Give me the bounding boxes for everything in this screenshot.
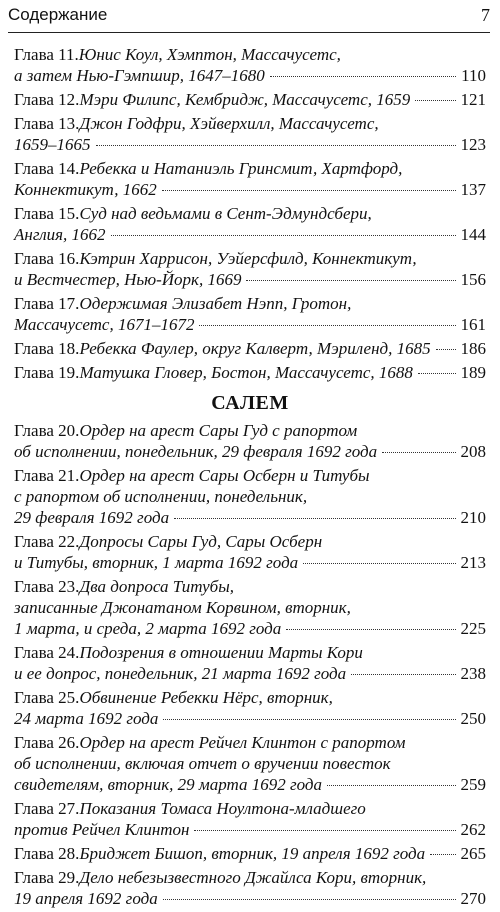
toc-entry <box>14 248 486 290</box>
chapter-number: Глава 21. <box>14 466 80 485</box>
chapter-page-number: 238 <box>460 664 486 683</box>
chapter-title: Допросы Сары Гуд, Сары Осберн <box>79 532 323 551</box>
toc-entry-line <box>14 642 486 663</box>
chapter-page-number: 225 <box>460 619 486 638</box>
chapter-page-number: 189 <box>460 363 486 382</box>
toc-entry-line <box>14 179 486 200</box>
chapter-title: Ребекка Фаулер, округ Калверт, Мэриленд, 1685 <box>79 339 431 358</box>
chapter-page-number: 144 <box>460 225 486 244</box>
chapter-number: Глава 14. <box>14 159 80 178</box>
toc-entry-line <box>14 134 486 155</box>
chapter-title: записанные Джонатаном Корвином, вторник, <box>14 598 351 617</box>
chapter-page-number: 186 <box>460 339 486 358</box>
chapter-number: Глава 11. <box>14 45 79 64</box>
toc-entry-line <box>14 774 486 795</box>
toc-entry-line <box>14 420 486 441</box>
toc-entry <box>14 843 486 864</box>
chapter-number: Глава 12. <box>14 90 80 109</box>
toc-entry <box>14 687 486 729</box>
toc-entry-line <box>14 293 486 314</box>
chapter-number: Глава 13. <box>14 114 80 133</box>
toc-entry-line <box>14 507 486 528</box>
toc-entry <box>14 420 486 462</box>
chapter-page-number: 259 <box>460 775 486 794</box>
chapter-title: и Вестчестер, Нью-Йорк, 1669 <box>14 270 242 289</box>
dot-leader <box>327 785 455 786</box>
toc-entry-line <box>14 203 486 224</box>
toc-entry <box>14 576 486 639</box>
toc-entry-line <box>14 65 486 86</box>
toc-entry-line <box>14 576 486 597</box>
chapter-page-number: 270 <box>460 889 486 908</box>
chapter-title: 19 апреля 1692 года <box>14 889 158 908</box>
toc-entry-line <box>14 362 486 383</box>
toc-entry-line <box>14 248 486 269</box>
chapter-title: против Рейчел Клинтон <box>14 820 190 839</box>
chapter-page-number: 123 <box>460 135 486 154</box>
toc-entry-line <box>14 798 486 819</box>
chapter-number: Глава 15. <box>14 204 80 223</box>
dot-leader <box>351 674 455 675</box>
chapter-number: Глава 26. <box>14 733 80 752</box>
chapter-title: Коннектикут, 1662 <box>14 180 157 199</box>
chapter-title: Два допроса Титубы, <box>79 577 234 596</box>
toc-entry-line <box>14 552 486 573</box>
toc-entry-line <box>14 486 486 507</box>
toc-entry-line <box>14 687 486 708</box>
toc-list <box>14 44 486 386</box>
chapter-page-number: 110 <box>461 66 486 85</box>
page-number: 7 <box>481 5 490 25</box>
chapter-page-number: 250 <box>460 709 486 728</box>
chapter-number: Глава 18. <box>14 339 80 358</box>
toc-entry-line <box>14 819 486 840</box>
dot-leader <box>270 76 456 77</box>
chapter-number: Глава 25. <box>14 688 80 707</box>
chapter-number: Глава 19. <box>14 363 80 382</box>
toc-entry-line <box>14 224 486 245</box>
section-heading: САЛЕМ <box>211 392 289 414</box>
chapter-number: Глава 27. <box>14 799 80 818</box>
toc-entry <box>14 158 486 200</box>
chapter-title: Дело небезызвестного Джайлса Кори, вторник, <box>79 868 427 887</box>
chapter-title: Ордер на арест Сары Гуд с рапортом <box>79 421 358 440</box>
chapter-title: свидетелям, вторник, 29 марта 1692 года <box>14 775 323 794</box>
dot-leader <box>111 235 456 236</box>
toc-entry-line <box>14 44 486 65</box>
toc-entry-line <box>14 867 486 888</box>
dot-leader <box>174 518 455 519</box>
chapter-title: и ее допрос, понедельник, 21 марта 1692 года <box>14 664 347 683</box>
chapter-page-number: 156 <box>460 270 486 289</box>
chapter-page-number: 137 <box>460 180 486 199</box>
toc-entry-line <box>14 597 486 618</box>
toc-entry <box>14 293 486 335</box>
toc-entry <box>14 642 486 684</box>
chapter-title: а затем Нью-Гэмпшир, 1647–1680 <box>14 66 265 85</box>
toc-entry-line <box>14 708 486 729</box>
chapter-title: Показания Томаса Ноултона-младшего <box>79 799 366 818</box>
toc-entry-line <box>14 158 486 179</box>
dot-leader <box>194 830 455 831</box>
chapter-title: Подозрения в отношении Марты Кори <box>79 643 363 662</box>
toc-entry-line <box>14 732 486 753</box>
chapter-title: Матушка Гловер, Бостон, Массачусетс, 1688 <box>79 363 413 382</box>
toc-entry-line <box>14 753 486 774</box>
dot-leader <box>415 100 455 101</box>
chapter-title: Англия, 1662 <box>14 225 106 244</box>
chapter-number: Глава 24. <box>14 643 80 662</box>
dot-leader <box>96 145 456 146</box>
chapter-page-number: 121 <box>460 90 486 109</box>
toc-entry-line <box>14 113 486 134</box>
chapter-number: Глава 20. <box>14 421 80 440</box>
chapter-number: Глава 16. <box>14 249 80 268</box>
chapter-page-number: 208 <box>460 442 486 461</box>
toc-entry-line <box>14 663 486 684</box>
chapter-title: Юнис Коул, Хэмптон, Массачусетс, <box>78 45 341 64</box>
toc-entry <box>14 798 486 840</box>
toc-entry-line <box>14 269 486 290</box>
dot-leader <box>199 325 455 326</box>
chapter-title: 29 февраля 1692 года <box>14 508 170 527</box>
dot-leader <box>163 899 456 900</box>
chapter-title: Бриджет Бишоп, вторник, 19 апреля 1692 года <box>79 844 426 863</box>
chapter-title: Ребекка и Натаниэль Гринсмит, Хартфорд, <box>79 159 403 178</box>
dot-leader <box>162 190 456 191</box>
chapter-number: Глава 23. <box>14 577 80 596</box>
toc-entry <box>14 89 486 110</box>
toc-entry-line <box>14 89 486 110</box>
toc-entry-line <box>14 843 486 864</box>
dot-leader <box>436 349 456 350</box>
toc-entry <box>14 44 486 86</box>
toc-entry <box>14 203 486 245</box>
toc-entry <box>14 465 486 528</box>
chapter-title: Одержимая Элизабет Нэпп, Гротон, <box>79 294 352 313</box>
chapter-title: 1659–1665 <box>14 135 91 154</box>
toc-entry <box>14 338 486 359</box>
dot-leader <box>286 629 455 630</box>
toc-entry-line <box>14 618 486 639</box>
chapter-page-number: 210 <box>460 508 486 527</box>
chapter-page-number: 213 <box>460 553 486 572</box>
chapter-title: 1 марта, и среда, 2 марта 1692 года <box>14 619 282 638</box>
toc-entry-line <box>14 465 486 486</box>
toc-entry-line <box>14 441 486 462</box>
chapter-title: об исполнении, понедельник, 29 февраля 1692 года <box>14 442 378 461</box>
dot-leader <box>163 719 455 720</box>
chapter-title: Ордер на арест Сары Осберн и Титубы <box>79 466 370 485</box>
chapter-title: 24 марта 1692 года <box>14 709 159 728</box>
toc-list-salem <box>14 420 486 912</box>
chapter-number: Глава 28. <box>14 844 80 863</box>
chapter-title: Кэтрин Харрисон, Уэйерсфилд, Коннектикут, <box>79 249 417 268</box>
chapter-title: с рапортом об исполнении, понедельник, <box>14 487 308 506</box>
chapter-title: Ордер на арест Рейчел Клинтон с рапортом <box>79 733 406 752</box>
toc-entry-line <box>14 531 486 552</box>
chapter-title: и Титубы, вторник, 1 марта 1692 года <box>14 553 299 572</box>
chapter-page-number: 265 <box>460 844 486 863</box>
toc-entry-line <box>14 338 486 359</box>
chapter-page-number: 262 <box>460 820 486 839</box>
dot-leader <box>430 854 455 855</box>
toc-entry <box>14 362 486 383</box>
toc-entry <box>14 867 486 909</box>
dot-leader <box>382 452 455 453</box>
chapter-number: Глава 17. <box>14 294 80 313</box>
dot-leader <box>303 563 455 564</box>
dot-leader <box>246 280 455 281</box>
chapter-title: Джон Годфри, Хэйверхилл, Массачусетс, <box>79 114 379 133</box>
running-title: Содержание <box>8 5 108 24</box>
toc-entry <box>14 113 486 155</box>
chapter-title: об исполнении, включая отчет о вручении повесток <box>14 754 391 773</box>
chapter-number: Глава 22. <box>14 532 80 551</box>
chapter-page-number: 161 <box>460 315 486 334</box>
page-header <box>8 4 490 33</box>
chapter-number: Глава 29. <box>14 868 80 887</box>
toc-entry <box>14 732 486 795</box>
chapter-title: Мэри Филипс, Кембридж, Массачусетс, 1659 <box>79 90 411 109</box>
chapter-title: Суд над ведьмами в Сент-Эдмундсбери, <box>79 204 372 223</box>
toc-entry-line <box>14 314 486 335</box>
dot-leader <box>418 373 456 374</box>
chapter-title: Обвинение Ребекки Нёрс, вторник, <box>79 688 333 707</box>
chapter-title: Массачусетс, 1671–1672 <box>14 315 195 334</box>
toc-entry <box>14 531 486 573</box>
toc-entry-line <box>14 888 486 909</box>
